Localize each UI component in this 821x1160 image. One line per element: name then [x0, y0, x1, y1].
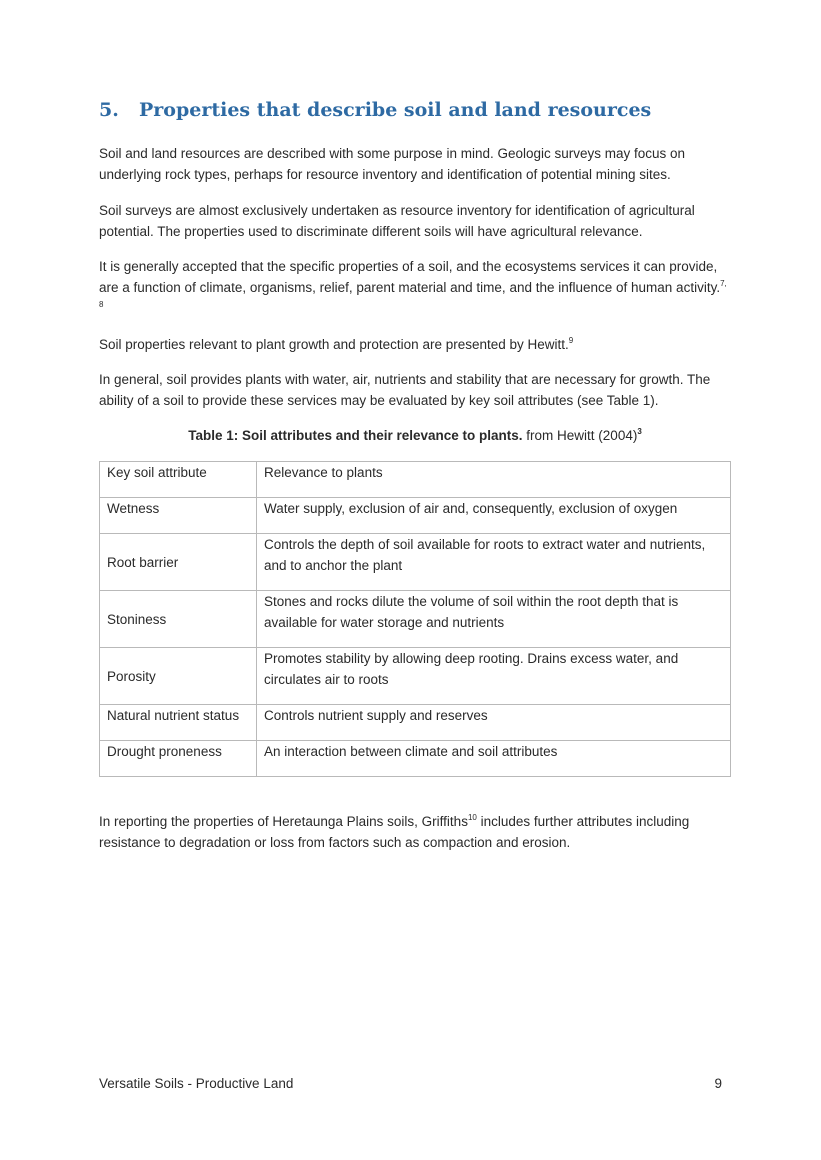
relevance-cell: An interaction between climate and soil attributes [257, 741, 731, 777]
relevance-cell: Controls nutrient supply and reserves [257, 705, 731, 741]
soil-attributes-table [99, 461, 731, 777]
paragraph-6: In reporting the properties of Heretaunga Plains soils, Griffiths$^{10}$ includes further attributes including resistance to degradation or loss from factors such as compaction and erosion. [99, 813, 690, 850]
attribute-cell: Stoniness [100, 591, 257, 648]
table-row [100, 591, 731, 648]
paragraph-2: Soil surveys are almost exclusively undertaken as resource inventory for identification of agricultural potential. The properties used to discriminate different soils will have agricultural relevance. [99, 203, 695, 239]
page-number: 9 [714, 1076, 722, 1091]
relevance-cell: Stones and rocks dilute the volume of soil within the root depth that is available for water storage and nutrients [257, 591, 731, 648]
attribute-cell: Porosity [100, 648, 257, 705]
paragraph-3: It is generally accepted that the specific properties of a soil, and the ecosystems services it can provide, are a function of climate, organisms, relief, parent material and time, and the influence of human activity.$^{7, 8}$ [99, 259, 727, 309]
footnote-ref: 9 [568, 336, 574, 345]
table-row [100, 705, 731, 741]
footnote-ref: 7, 8 [99, 279, 727, 309]
table-row [100, 498, 731, 534]
section-number: 5. [99, 99, 119, 121]
footnote-ref: 10 [467, 813, 477, 822]
relevance-cell: Promotes stability by allowing deep rooting. Drains excess water, and circulates air to roots [257, 648, 731, 705]
footer-title: Versatile Soils - Productive Land [99, 1076, 294, 1091]
table-header-row [100, 462, 731, 498]
table-row [100, 648, 731, 705]
paragraph-5: In general, soil provides plants with water, air, nutrients and stability that are necessary for growth. The ability of a soil to provide these services may be evaluated by key soil attributes (see Table 1). [99, 372, 711, 408]
header-cell: Key soil attribute [100, 462, 257, 498]
footnote-ref: 3 [637, 427, 642, 436]
table-row [100, 534, 731, 591]
header-cell: Relevance to plants [257, 462, 731, 498]
table-row [100, 741, 731, 777]
table-caption: Table 1: Soil attributes and their relevance to plants. from Hewitt $(2004)^3$ [188, 427, 642, 443]
attribute-cell: Wetness [100, 498, 257, 534]
paragraph-1: Soil and land resources are described with some purpose in mind. Geologic surveys may focus on underlying rock types, perhaps for resource inventory and identification of potential mining sites. [99, 146, 686, 182]
attribute-cell: Drought proneness [100, 741, 257, 777]
relevance-cell: Water supply, exclusion of air and, consequently, exclusion of oxygen [257, 498, 731, 534]
attribute-cell: Root barrier [100, 534, 257, 591]
section-title: Properties that describe soil and land resources [139, 99, 652, 121]
section-heading [99, 99, 731, 121]
page-footer [99, 1076, 722, 1091]
attribute-cell: Natural nutrient status [100, 705, 257, 741]
paragraph-4: Soil properties relevant to plant growth and protection are presented by Hewitt.$^9$ [99, 336, 574, 352]
relevance-cell: Controls the depth of soil available for roots to extract water and nutrients, and to anchor the plant [257, 534, 731, 591]
